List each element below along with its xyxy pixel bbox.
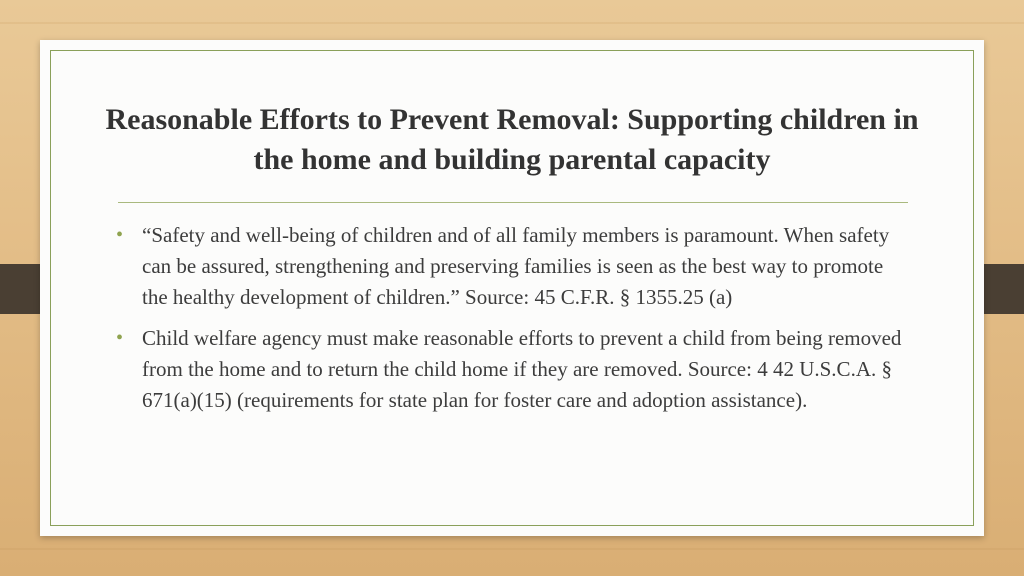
bullet-item-safety <box>114 220 914 313</box>
bullet-item-reasonable-efforts <box>114 323 914 416</box>
wood-grain <box>0 548 1024 550</box>
bullet-point-icon: • <box>116 224 124 246</box>
slide-card <box>40 40 984 536</box>
slide-title: Reasonable Efforts to Prevent Removal: Supporting children in the home and building parental capacity <box>105 103 919 176</box>
bullet-list <box>114 220 914 426</box>
wood-grain <box>0 22 1024 24</box>
bullet-point-icon: • <box>116 327 124 349</box>
bullet-text: “Safety and well-being of children and of all family members is paramount. When safety can be assured, strengthening and preserving families is seen as the best way to promote the healthy development of children.” Source: 45 C.F.R. § 1355.25 (a) <box>142 223 890 309</box>
title-divider <box>118 202 908 203</box>
bullet-text: Child welfare agency must make reasonable efforts to prevent a child from being removed from the home and to return the child home if they are removed. Source: 4 42 U.S.C.A. § 671(a)(15) (requirements for state plan for foster care and adoption assistance). <box>142 326 902 412</box>
